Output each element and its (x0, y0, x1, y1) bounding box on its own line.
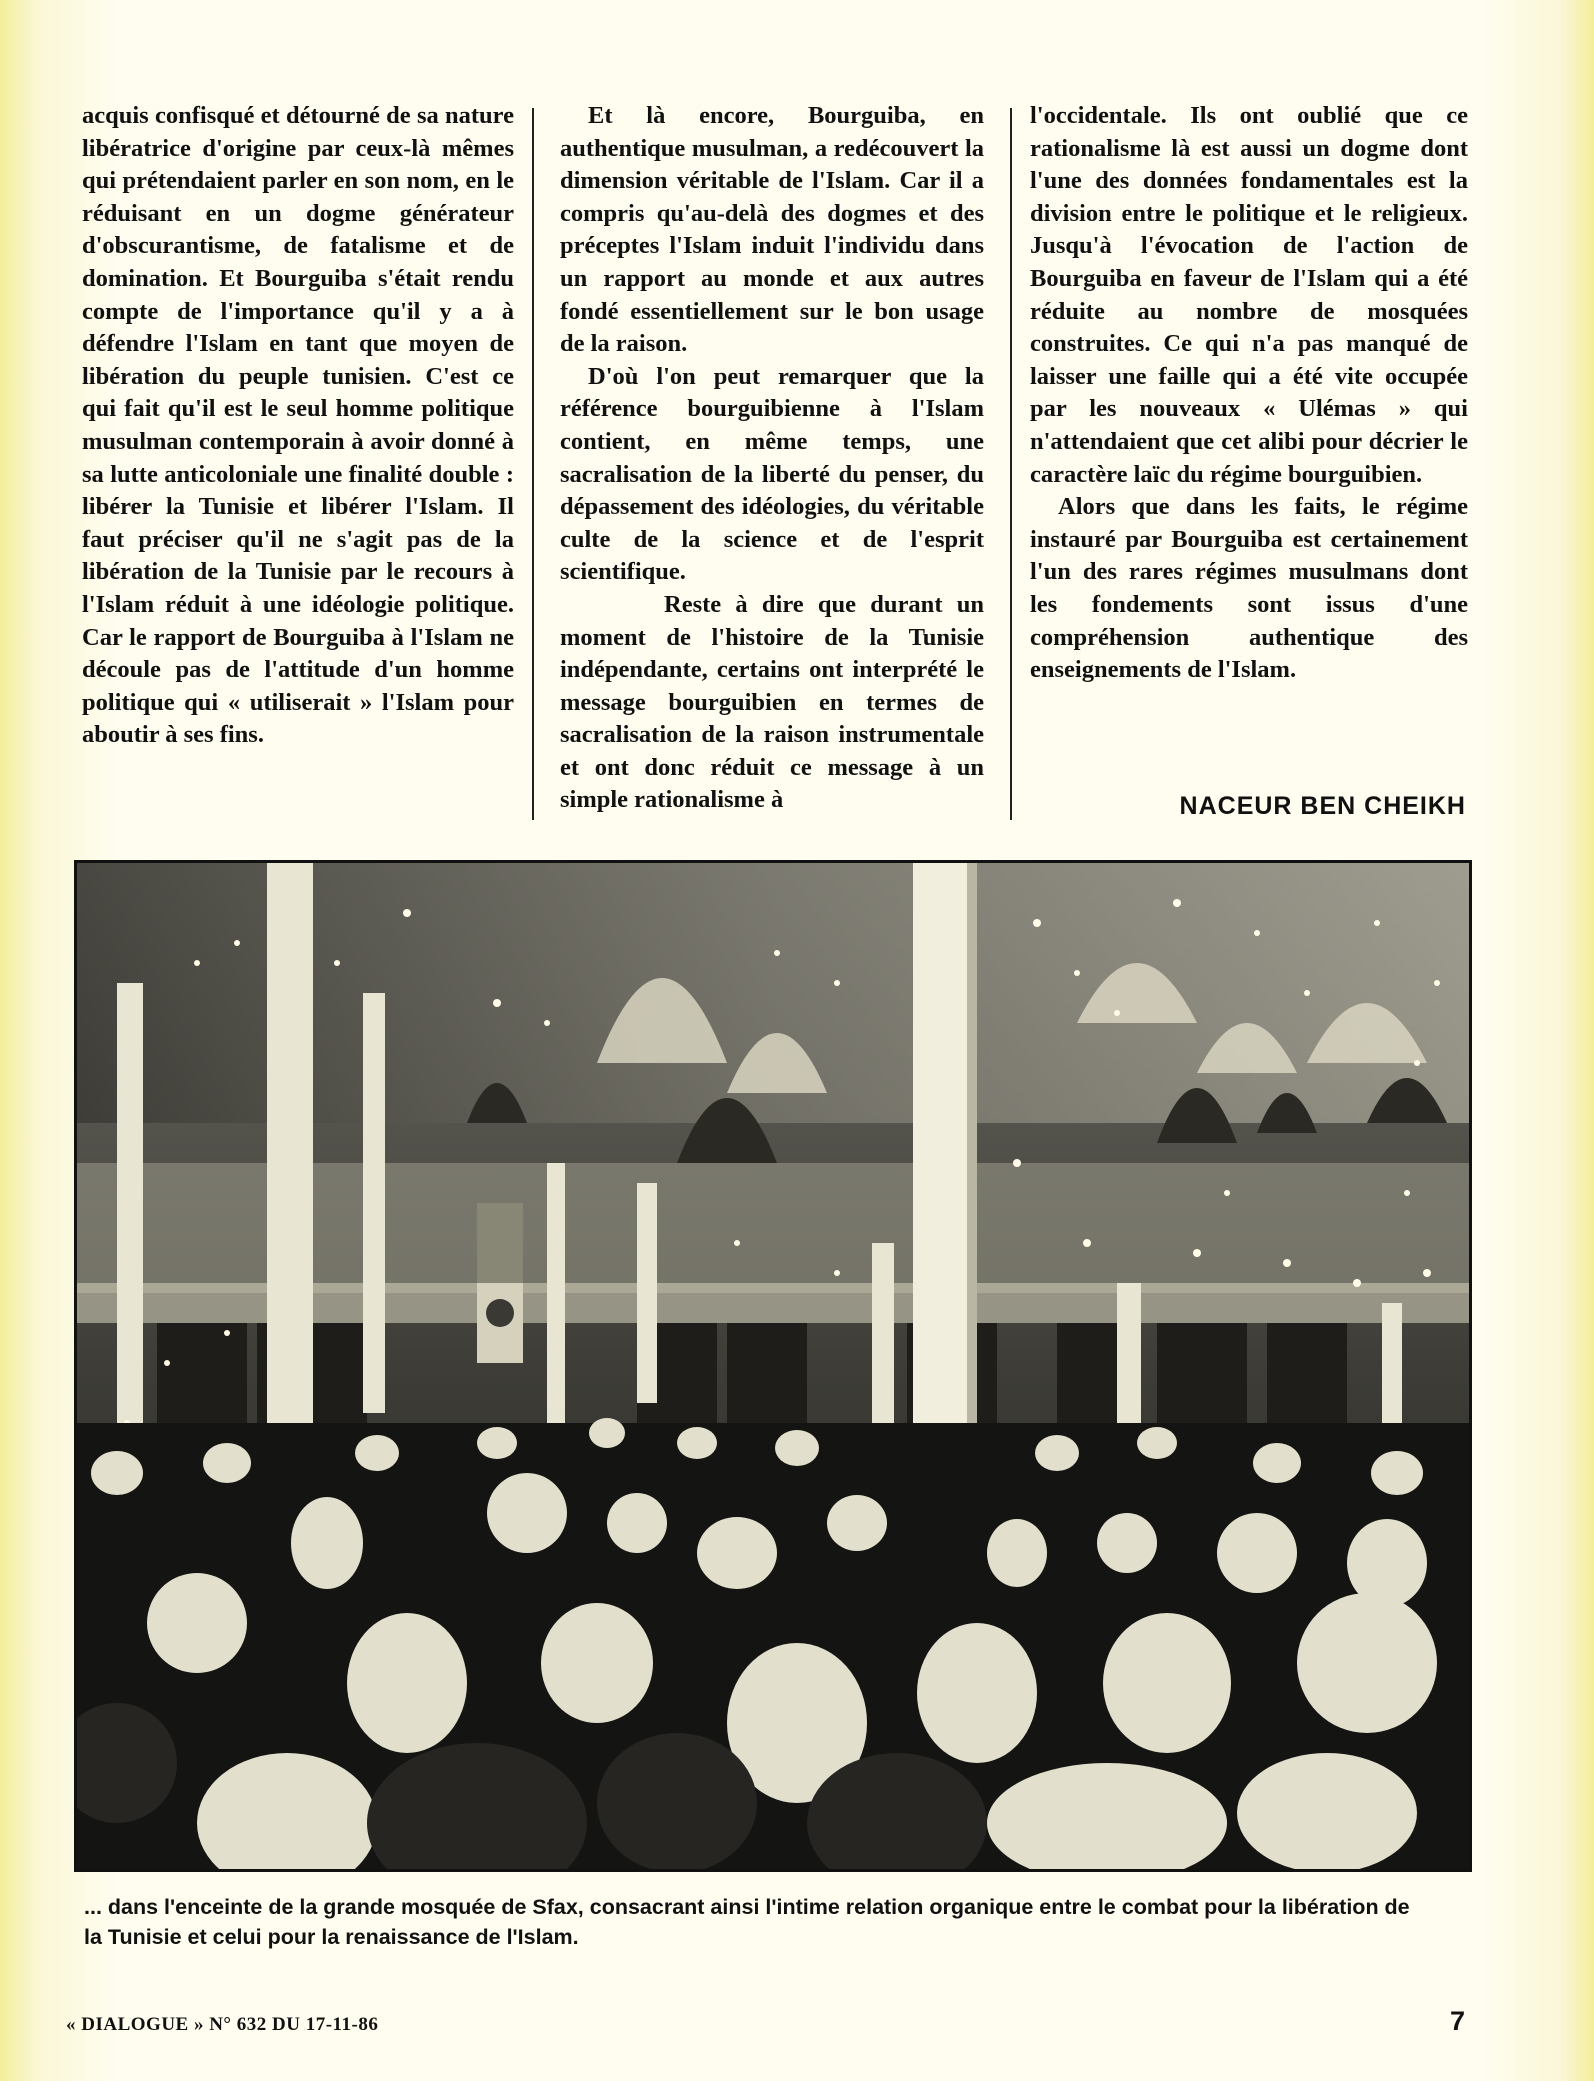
article-column-1 (82, 100, 514, 752)
page-number: 7 (1450, 2006, 1466, 2036)
column-divider (532, 108, 534, 820)
paragraph: Et là encore, Bourguiba, en authentique musulman, a redécouvert la dimension véritable de l'Islam. Car il a compris qu'au-delà des dogmes et des préceptes l'Islam induit l'individu dans un rapport au monde et aux autres fondé essentiellement sur le bon usage de la raison. (560, 102, 984, 358)
paragraph: Alors que dans les faits, le régime instauré par Bourguiba est certainement l'un des rares régimes musulmans dont les fondements sont issus d'une compréhension authentique des enseignements de l'Islam. (1030, 493, 1468, 684)
article-column-2 (560, 100, 984, 817)
column-divider (1010, 108, 1012, 820)
author-byline: NACEUR BEN CHEIKH (1179, 792, 1466, 820)
paragraph: acquis confisqué et détourné de sa nature libératrice d'origine par ceux-là mêmes qui prétendaient parler en son nom, en le réduisant en un dogme générateur d'obscurantisme, de fatalisme et de domination. Et Bourguiba s'était rendu compte de l'importance qu'il y a à défendre l'Islam en tant que moyen de libération du peuple tunisien. C'est ce qui fait qu'il est le seul homme politique musulman contemporain à avoir donné à sa lutte anticoloniale une finalité double : libérer la Tunisie et libérer l'Islam. Il faut préciser qu'il ne s'agit pas de la libération de la Tunisie par le recours à l'Islam réduit à une idéologie politique. Car le rapport de Bourguiba à l'Islam ne découle pas de l'attitude d'un homme politique qui « utiliserait » l'Islam pour aboutir à ses fins. (82, 102, 514, 749)
article-column-3 (1030, 100, 1468, 687)
paragraph: l'occidentale. Ils ont oublié que ce rationalisme là est aussi un dogme dont l'une des données fondamentales est la division entre le politique et le religieux. Jusqu'à l'évocation de l'action de Bourguiba en faveur de l'Islam qui a été réduite au nombre de mosquées construites. Ce qui n'a pas manqué de laisser une faille qui a été vite occupée par les nouveaux « Ulémas » qui n'attendaient que cet alibi pour décrier le caractère laïc du régime bourguibien. (1030, 102, 1468, 488)
photo-caption: ... dans l'enceinte de la grande mosquée de Sfax, consacrant ainsi l'intime relation organique entre le combat pour la libération de la Tunisie et celui pour la renaissance de l'Islam. (84, 1895, 1410, 1949)
paragraph: Reste à dire que durant un moment de l'histoire de la Tunisie indépendante, certains ont interprété le message bourguibien en termes de sacralisation de la raison instrumentale et ont donc réduit ce message à un simple rationalisme à (560, 590, 984, 814)
mosque-crowd-photo (74, 860, 1472, 1872)
paragraph: D'où l'on peut remarquer que la référence bourguibienne à l'Islam contient, en même temps, une sacralisation de la liberté du penser, du dépassement des idéologies, du véritable culte de la science et de l'esprit scientifique. (560, 362, 984, 586)
publication-footer: « DIALOGUE » N° 632 DU 17-11-86 (66, 2014, 379, 2035)
